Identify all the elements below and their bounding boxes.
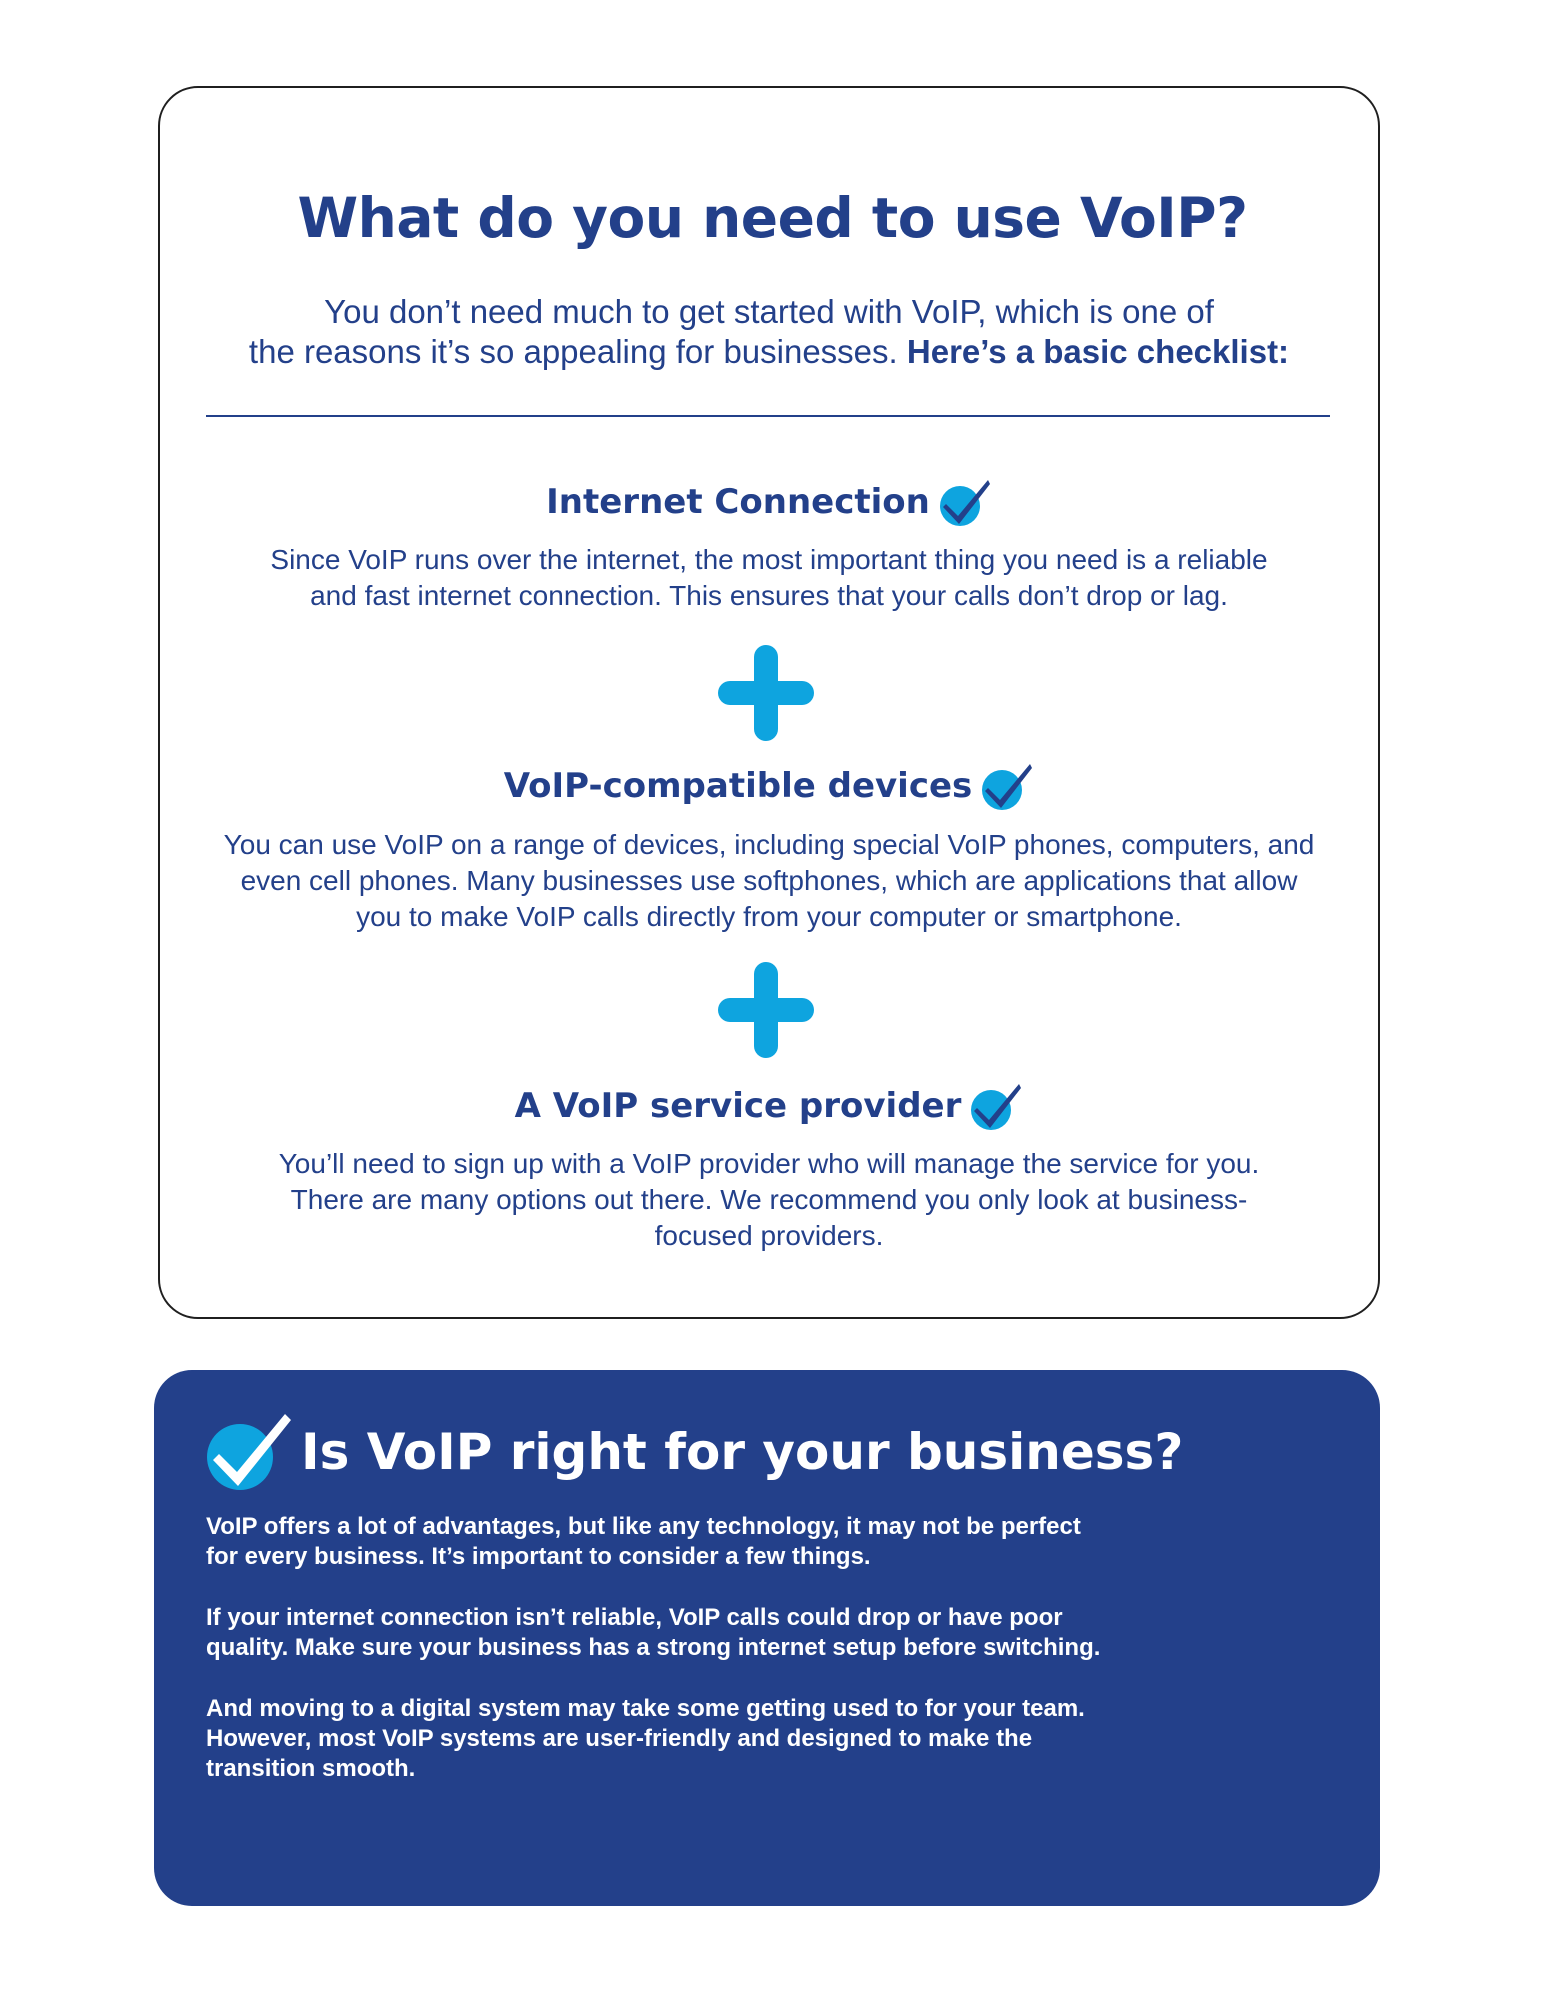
plus-icon [718, 962, 814, 1058]
panel-line: And moving to a digital system may take some getting used to for your team. [206, 1695, 1085, 1722]
panel-line: However, most VoIP systems are user-friendly and designed to make the [206, 1725, 1033, 1752]
desc-line: focused providers. [654, 1220, 884, 1251]
desc-line: You’ll need to sign up with a VoIP provider who will manage the service for you. [278, 1148, 1260, 1179]
checklist-item-title-internet [158, 474, 1380, 530]
checklist-item-desc-provider [158, 1146, 1380, 1254]
intro-line-2-text: the reasons it’s so appealing for businesses. [248, 333, 907, 370]
page-title: What do you need to use VoIP? [297, 186, 1248, 250]
intro-line-1: You don’t need much to get started with VoIP, which is one of [324, 293, 1214, 330]
panel-line: for every business. It’s important to consider a few things. [206, 1543, 871, 1570]
panel-line: quality. Make sure your business has a strong internet setup before switching. [206, 1634, 1101, 1661]
checklist-item-desc-internet [158, 542, 1380, 614]
check-circle-icon [205, 1412, 293, 1492]
panel-line: transition smooth. [206, 1755, 416, 1782]
desc-line: and fast internet connection. This ensures that your calls don’t drop or lag. [310, 580, 1228, 611]
checklist-item-desc-devices [158, 827, 1380, 935]
divider [206, 415, 1330, 417]
desc-line: you to make VoIP calls directly from your computer or smartphone. [356, 901, 1182, 932]
check-circle-icon [936, 474, 992, 530]
desc-line: even cell phones. Many businesses use softphones, which are applications that allow [240, 865, 1298, 896]
panel-line: VoIP offers a lot of advantages, but like any technology, it may not be perfect [206, 1513, 1081, 1540]
item-title-text: Internet Connection [546, 482, 930, 522]
checklist-item-title-devices [158, 758, 1380, 814]
panel-paragraph [206, 1694, 1246, 1784]
intro-text [158, 292, 1380, 372]
item-title-text: A VoIP service provider [514, 1086, 962, 1126]
intro-line-2 [158, 332, 1380, 372]
item-title-text: VoIP-compatible devices [503, 766, 973, 806]
desc-line: You can use VoIP on a range of devices, including special VoIP phones, computers, and [223, 829, 1315, 860]
check-circle-icon [967, 1078, 1023, 1134]
panel-paragraph [206, 1512, 1246, 1572]
panel-paragraph [206, 1603, 1246, 1663]
desc-line: Since VoIP runs over the internet, the most important thing you need is a reliable [270, 544, 1268, 575]
checklist-item-title-provider [158, 1078, 1380, 1134]
panel-title [205, 1412, 1183, 1492]
desc-line: There are many options out there. We recommend you only look at business- [290, 1184, 1248, 1215]
check-circle-icon [978, 758, 1034, 814]
panel-line: If your internet connection isn’t reliable, VoIP calls could drop or have poor [206, 1604, 1063, 1631]
intro-emphasis: Here’s a basic checklist: [906, 333, 1290, 370]
plus-icon [718, 645, 814, 741]
panel-title-text: Is VoIP right for your business? [301, 1423, 1184, 1481]
